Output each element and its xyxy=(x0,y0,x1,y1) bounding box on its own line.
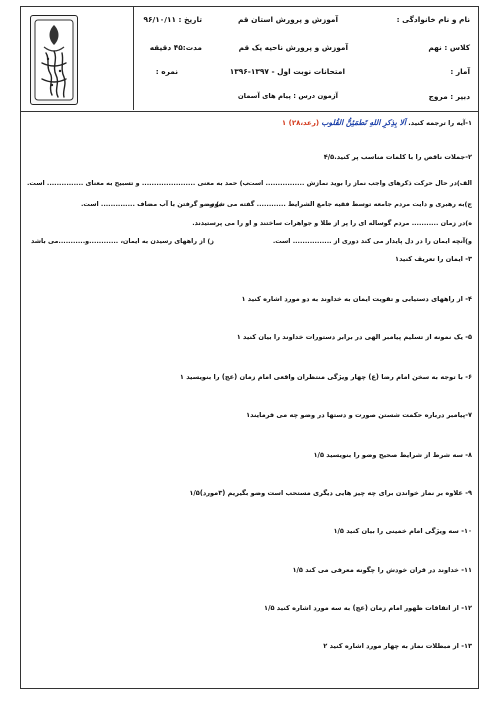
question-7: ۷-پیامبر درباره حکمت شستن صورت و دستها در وضو چه می فرمایند۱ xyxy=(246,411,472,419)
question-2-d: د) وضو گرفتن با آب مضاف .............. است. xyxy=(81,200,223,208)
question-2-b: ب) حمد به معنی ...................... و تسبیح به معنای ............... است. xyxy=(27,179,249,187)
question-2: ۲-جملات ناقص را با کلمات مناسب پر کنید.۴/۵ xyxy=(323,153,472,161)
questions-area xyxy=(21,111,478,688)
student-name-label: نام و نام خانوادگی : xyxy=(396,15,470,24)
question-4: ۴- از راههای دستیابی و تقویت ایمان به خداوند به دو مورد اشاره کنید ۱ xyxy=(241,295,472,303)
question-1 xyxy=(282,118,472,127)
question-2-g: ز) از راههای رسیدن به ایمان، ............و...........می باشد xyxy=(31,237,214,245)
question-1-quote: اَلا بِذِکرِ اللهِ تَطمَئِنُّ القُلوب xyxy=(321,118,406,127)
question-8: ۸- سه شرط از شرایط صحیح وضو را بنویسید ۱/۵ xyxy=(313,451,472,459)
school-emblem-icon xyxy=(30,15,78,105)
question-9: ۹- علاوه بر نماز خواندن برای چه چیز هایی دیگری مستحب است وضو بگیریم (۳مورد)۱/۵ xyxy=(189,489,472,497)
question-10: ۱۰- سه ویژگی امام خمینی را بیان کنید ۱/۵ xyxy=(333,527,472,535)
question-1-prefix: ۱-آیه را ترجمه کنید. xyxy=(408,119,472,127)
header-divider xyxy=(133,7,134,110)
question-11: ۱۱- خداوند در قران خودش را چگونه معرفی می کند ۱/۵ xyxy=(292,566,472,574)
score-label: نمره : xyxy=(155,67,178,76)
exam-header xyxy=(21,7,478,112)
org-line2: آموزش و پرورش ناحیه یک قم xyxy=(238,43,348,52)
question-2-c: ج)به رهبری و دایت مردم جامعه توسط فقیه جامع الشرایط ............ گفته می شود. xyxy=(208,200,472,208)
class-label: کلاس : نهم xyxy=(428,43,470,52)
question-6: ۶- با توجه به سخن امام رضا (ع) چهار ویژگی منتظران واقعی امام زمان (عج) را بنویسید ۱ xyxy=(179,373,472,381)
date-label: تاریخ : ۹۶/۱۰/۱۱ xyxy=(143,15,202,24)
question-1-ref: (رعد،۲۸) ۱ xyxy=(281,119,320,127)
exam-sheet xyxy=(20,6,479,689)
grade-label: آمار : xyxy=(450,67,470,76)
question-12: ۱۲- از اتفاقات ظهور امام زمان (عج) به سه مورد اشاره کنید ۱/۵ xyxy=(264,604,472,612)
question-3: ۳- ایمان را تعریف کنید۱ xyxy=(395,255,472,263)
duration-label: مدت:۴۵ دقیقه xyxy=(149,43,202,52)
question-5: ۵- یک نمونه از تسلیم پیامبر الهی در برابر دستورات خداوند را بیان کنید ۱ xyxy=(236,333,472,341)
exam-title: امتحانات نوبت اول - ۱۳۹۷-۱۳۹۶ xyxy=(229,67,345,76)
question-2-f: و)آنچه ایمان را در دل پایدار می کند دوری از ................ است. xyxy=(272,237,472,245)
question-2-e: ه)در زمان ........... مردم گوساله ای را پر از طلا و جواهرات ساختند و او را می پرستیدند. xyxy=(192,219,472,227)
question-2-a: الف)در حال حرکت ذکرهای واجب نماز را بوید نمازش ................ است. xyxy=(245,179,472,187)
question-13: ۱۳- از مبطلات نماز به چهار مورد اشاره کنید ۲ xyxy=(323,642,472,650)
teacher-label: دبیر : مروج xyxy=(428,92,470,101)
exam-subject: آزمون درس : پیام های آسمان xyxy=(237,92,338,100)
org-line1: آموزش و پرورش استان قم xyxy=(237,15,338,24)
